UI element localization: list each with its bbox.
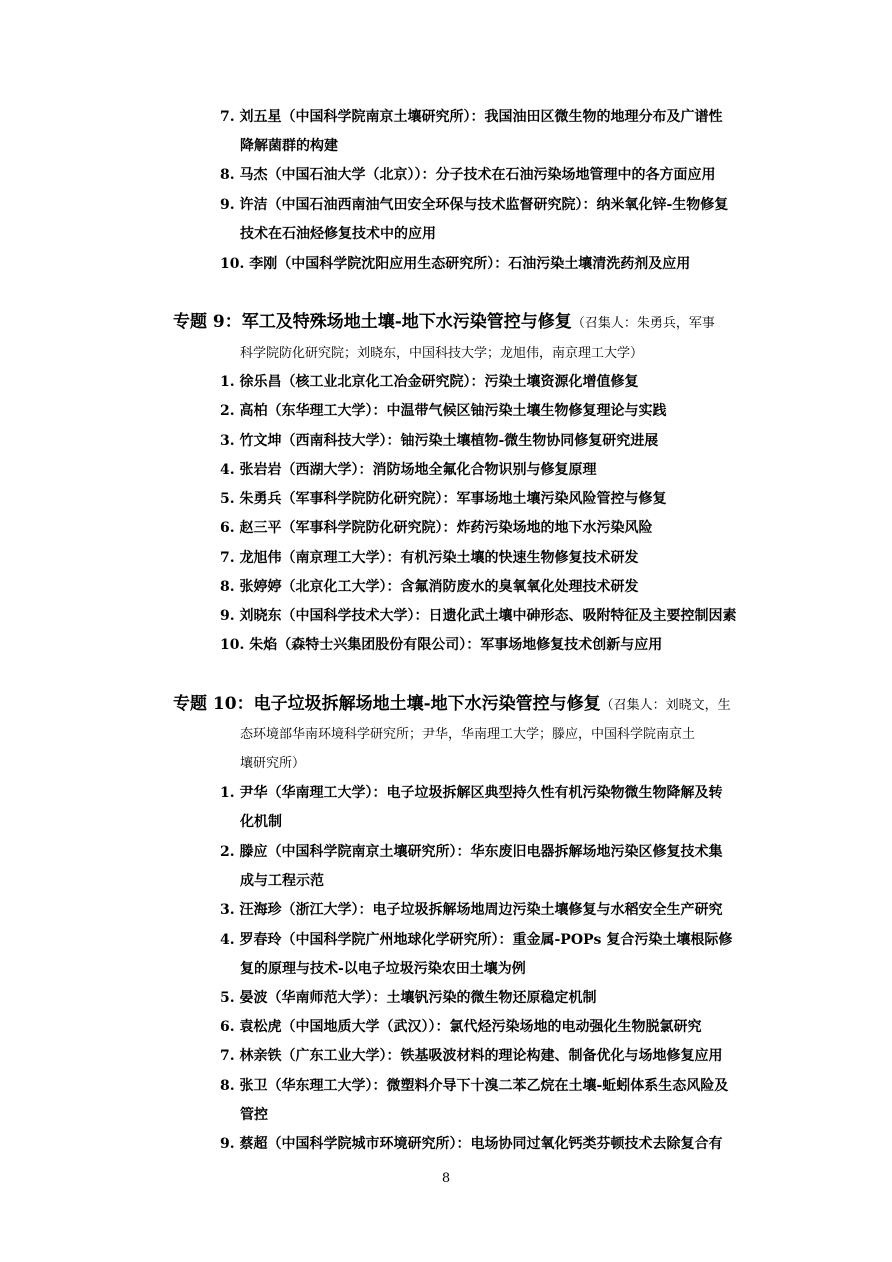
- item-text: 滕应（中国科学院南京土壤研究所）：华东废旧电器拆解场地污染区修复技术集: [239, 844, 723, 860]
- topic-10-heading: [173, 689, 773, 721]
- list-item: [220, 838, 780, 867]
- item-number: 5.: [220, 990, 235, 1006]
- item-number: 8.: [220, 579, 235, 595]
- list-item: [220, 456, 780, 485]
- item-text: 张婷婷（北京化工大学）：含氟消防废水的臭氧氧化处理技术研发: [239, 579, 639, 595]
- item-text-continued: 复的原理与技术-以电子垃圾污染农田土壤为例: [240, 961, 526, 977]
- list-item: [220, 427, 780, 456]
- item-text: 刘晓东（中国科学技术大学）：日遗化武土壤中砷形态、吸附特征及主要控制因素: [239, 608, 737, 624]
- item-text: 张卫（华东理工大学）：微塑料介导下十溴二苯乙烷在土壤-蚯蚓体系生态风险及: [239, 1078, 729, 1094]
- item-text-continued: 成与工程示范: [240, 873, 324, 889]
- list-item: [220, 103, 780, 132]
- list-item: [220, 1072, 780, 1101]
- list-item: [220, 514, 780, 543]
- item-number: 6.: [220, 520, 235, 536]
- item-number: 1.: [220, 785, 235, 801]
- list-item: [220, 602, 780, 631]
- list-item: [220, 573, 780, 602]
- item-number: 3.: [220, 902, 235, 918]
- item-text: 马杰（中国石油大学（北京））：分子技术在石油污染场地管理中的各方面应用: [239, 167, 716, 183]
- list-item: [220, 1042, 780, 1071]
- list-item: [220, 631, 780, 660]
- item-text: 朱焰（森特士兴集团股份有限公司）：军事场地修复技术创新与应用: [249, 637, 663, 653]
- item-number: 10.: [220, 637, 245, 653]
- list-item: [220, 368, 780, 397]
- topic-convener-continued: 壤研究所）: [240, 756, 306, 771]
- list-item: [220, 397, 780, 426]
- item-number: 3.: [220, 433, 235, 449]
- topic-title: 专题 10：电子垃圾拆解场地土壤-地下水污染管控与修复: [173, 694, 601, 714]
- item-number: 7.: [220, 1048, 235, 1064]
- item-number: 2.: [220, 844, 235, 860]
- item-text: 汪海珍（浙江大学）：电子垃圾拆解场地周边污染土壤修复与水稻安全生产研究: [239, 902, 723, 918]
- list-item: [220, 191, 780, 220]
- item-number: 9.: [220, 608, 235, 624]
- item-text: 张岩岩（西湖大学）：消防场地全氟化合物识别与修复原理: [239, 462, 597, 478]
- item-text-continued: 技术在石油烃修复技术中的应用: [240, 226, 436, 242]
- item-text: 朱勇兵（军事科学院防化研究院）：军事场地土壤污染风险管控与修复: [239, 491, 667, 507]
- item-number: 1.: [220, 374, 235, 390]
- item-number: 8.: [220, 1078, 235, 1094]
- item-number: 7.: [220, 109, 235, 125]
- list-item: [220, 779, 780, 808]
- item-text: 蔡超（中国科学院城市环境研究所）：电场协同过氧化钙类芬顿技术去除复合有: [239, 1136, 723, 1152]
- item-text-continued: 降解菌群的构建: [240, 138, 338, 154]
- item-number: 10.: [220, 256, 245, 272]
- item-text: 龙旭伟（南京理工大学）：有机污染土壤的快速生物修复技术研发: [239, 550, 639, 566]
- item-text: 许洁（中国石油西南油气田安全环保与技术监督研究院）：纳米氧化锌-生物修复: [239, 197, 729, 213]
- list-item: [220, 984, 780, 1013]
- topic-convener-continued: 科学院防化研究院；刘晓东，中国科技大学；龙旭伟，南京理工大学）: [240, 346, 644, 361]
- page-number: 8: [441, 1171, 451, 1186]
- item-text: 罗春玲（中国科学院广州地球化学研究所）：重金属-POPs 复合污染土壤根际修: [239, 932, 733, 948]
- item-number: 9.: [220, 1136, 235, 1152]
- item-text: 李刚（中国科学院沈阳应用生态研究所）：石油污染土壤清洗药剂及应用: [249, 256, 691, 272]
- list-item: [220, 250, 780, 279]
- item-number: 2.: [220, 403, 235, 419]
- item-number: 5.: [220, 491, 235, 507]
- list-item: [220, 896, 780, 925]
- topic-convener: （召集人：刘晓文，生: [600, 698, 731, 713]
- item-text: 徐乐昌（核工业北京化工冶金研究院）：污染土壤资源化增值修复: [239, 374, 639, 390]
- list-item: [220, 544, 780, 573]
- item-text: 赵三平（军事科学院防化研究院）：炸药污染场地的地下水污染风险: [239, 520, 653, 536]
- list-item: [220, 161, 780, 190]
- list-item: [220, 1130, 780, 1159]
- item-number: 4.: [220, 462, 235, 478]
- item-text: 林亲铁（广东工业大学）：铁基吸波材料的理论构建、制备优化与场地修复应用: [239, 1048, 723, 1064]
- list-item: [220, 926, 780, 955]
- item-text: 竹文坤（西南科技大学）：铀污染土壤植物-微生物协同修复研究进展: [239, 433, 659, 449]
- item-number: 7.: [220, 550, 235, 566]
- item-number: 6.: [220, 1019, 235, 1035]
- topic-9-heading: [173, 307, 773, 339]
- list-item: [220, 1013, 780, 1042]
- item-text-continued: 管控: [240, 1107, 268, 1123]
- topic-convener-continued: 态环境部华南环境科学研究所；尹华，华南理工大学；滕应，中国科学院南京土: [240, 727, 696, 742]
- item-text: 晏波（华南师范大学）：土壤钒污染的微生物还原稳定机制: [239, 990, 597, 1006]
- item-text: 尹华（华南理工大学）：电子垃圾拆解区典型持久性有机污染物微生物降解及转: [239, 785, 723, 801]
- topic-convener: （召集人：朱勇兵，军事: [571, 316, 715, 331]
- item-number: 8.: [220, 167, 235, 183]
- item-text: 高柏（东华理工大学）：中温带气候区铀污染土壤生物修复理论与实践: [239, 403, 667, 419]
- item-text-continued: 化机制: [240, 814, 282, 830]
- item-text: 刘五星（中国科学院南京土壤研究所）：我国油田区微生物的地理分布及广谱性: [239, 109, 723, 125]
- topic-title: 专题 9：军工及特殊场地土壤-地下水污染管控与修复: [173, 312, 572, 332]
- list-item: [220, 485, 780, 514]
- item-number: 4.: [220, 932, 235, 948]
- item-text: 袁松虎（中国地质大学（武汉））：氯代烃污染场地的电动强化生物脱氯研究: [239, 1019, 702, 1035]
- item-number: 9.: [220, 197, 235, 213]
